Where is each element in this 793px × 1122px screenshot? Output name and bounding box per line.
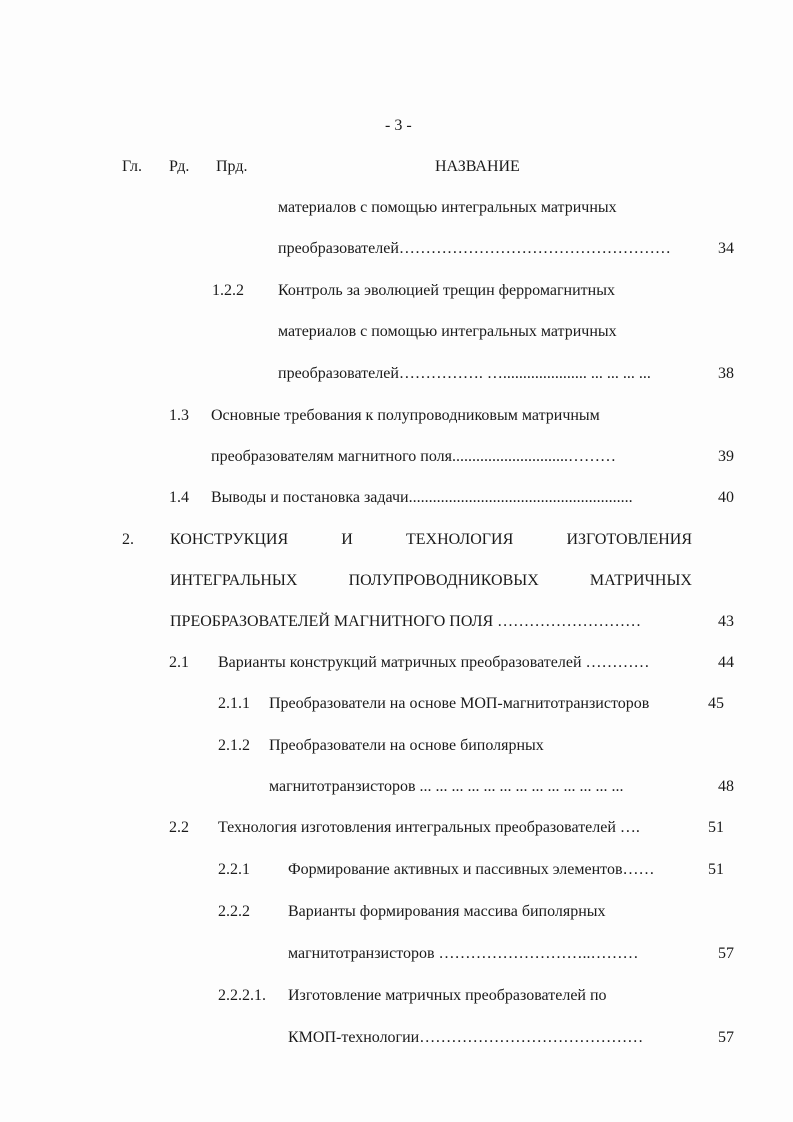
title-word: КОНСТРУКЦИЯ — [170, 531, 289, 548]
entry-title-line: Технология изготовления интегральных преобразователей …. — [218, 819, 640, 836]
entry-title-line: Варианты конструкций матричных преобразователей ………… — [218, 654, 650, 671]
column-header-chapter: Гл. — [122, 158, 143, 175]
entry-title-line — [170, 571, 692, 591]
entry-title-line — [170, 530, 692, 550]
entry-page-number: 39 — [718, 448, 734, 465]
entry-title-line: Преобразователи на основе биполярных — [269, 737, 544, 754]
entry-title-line: магнитотранзисторов ………………………..……… — [288, 945, 639, 962]
column-header-section: Рд. — [169, 158, 190, 175]
title-word: И — [341, 531, 353, 548]
entry-title-line: Формирование активных и пассивных элементов…… — [288, 861, 655, 878]
entry-number: 2.1.2 — [218, 737, 250, 754]
entry-title-line: Изготовление матричных преобразователей по — [288, 987, 607, 1004]
entry-title-line: Контроль за эволюцией трещин ферромагнитных — [278, 282, 615, 299]
entry-page-number: 45 — [708, 695, 724, 712]
entry-title-line: материалов с помощью интегральных матричных — [278, 323, 617, 340]
entry-title-line: Выводы и постановка задачи........................................................ — [211, 489, 633, 506]
entry-page-number: 48 — [718, 778, 734, 795]
entry-page-number: 44 — [718, 654, 734, 671]
title-word: ТЕХНОЛОГИЯ — [405, 531, 514, 548]
entry-page-number: 43 — [718, 613, 734, 630]
entry-title-line: КМОП-технологии…………………………………… — [288, 1029, 644, 1046]
entry-page-number: 34 — [718, 240, 734, 257]
entry-page-number: 57 — [718, 945, 734, 962]
entry-title-line: Преобразователи на основе МОП-магнитотранзисторов — [269, 695, 650, 712]
column-header-subsection: Прд. — [216, 158, 248, 175]
title-word: ПОЛУПРОВОДНИКОВЫХ — [348, 572, 539, 589]
entry-number: 2.2.2.1. — [218, 987, 266, 1004]
entry-page-number: 38 — [718, 365, 734, 382]
entry-page-number: 51 — [708, 819, 724, 836]
entry-number: 1.3 — [169, 407, 189, 424]
title-word: ИНТЕГРАЛЬНЫХ — [170, 572, 298, 589]
entry-title-line: преобразователей…………………………………………… — [278, 240, 671, 257]
entry-number: 2.1.1 — [218, 695, 250, 712]
entry-title-line: преобразователей……………. …..................... ... ... ... ... — [278, 365, 651, 382]
entry-title-line: Варианты формирования массива биполярных — [288, 903, 606, 920]
entry-number: 2.1 — [169, 654, 189, 671]
entry-page-number: 51 — [708, 861, 724, 878]
entry-title-line: материалов с помощью интегральных матричных — [278, 199, 617, 216]
page-number: - 3 - — [385, 117, 412, 134]
entry-number: 1.2.2 — [212, 282, 244, 299]
entry-page-number: 40 — [718, 489, 734, 506]
title-word: МАТРИЧНЫХ — [589, 572, 692, 589]
entry-number: 2.2.2 — [218, 903, 250, 920]
entry-page-number: 57 — [718, 1029, 734, 1046]
entry-title-line: магнитотранзисторов ... ... ... ... ... ... ... ... ... ... ... ... ... — [269, 778, 624, 795]
entry-title-line: ПРЕОБРАЗОВАТЕЛЕЙ МАГНИТНОГО ПОЛЯ ……………………… — [170, 613, 642, 630]
entry-title-line: Основные требования к полупроводниковым матричным — [211, 407, 600, 424]
entry-title-line: преобразователям магнитного поля.............................……… — [211, 448, 616, 465]
entry-number: 2.2.1 — [218, 861, 250, 878]
title-word: ИЗГОТОВЛЕНИЯ — [566, 531, 692, 548]
entry-number: 2. — [122, 531, 134, 548]
entry-number: 2.2 — [169, 819, 189, 836]
column-header-title: НАЗВАНИЕ — [435, 158, 520, 175]
entry-number: 1.4 — [169, 489, 189, 506]
